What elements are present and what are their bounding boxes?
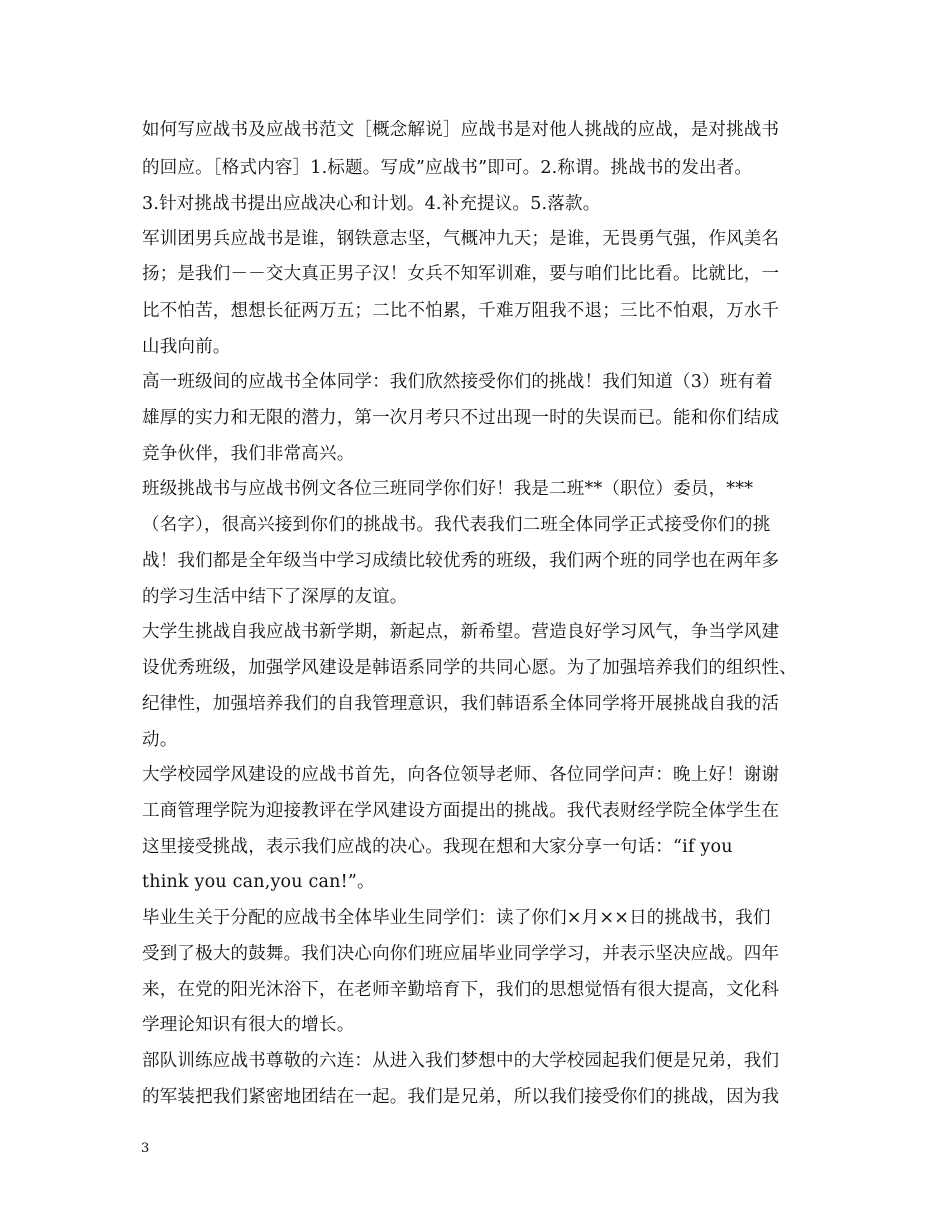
- text-line: 高一班级间的应战书全体同学：我们欣然接受你们的挑战！我们知道（3）班有着: [142, 372, 773, 392]
- text-line: （名字），很高兴接到你们的挑战书。我代表我们二班全体同学正式接受你们的挑: [142, 515, 771, 535]
- text-line: 雄厚的实力和无限的潜力，第一次月考只不过出现一时的失误而已。能和你们结成: [142, 408, 780, 428]
- text-line: 军训团男兵应战书是谁，钢铁意志坚，气概冲九天；是谁，无畏勇气强，作风美名: [142, 229, 780, 249]
- text-line: 部队训练应战书尊敬的六连：从进入我们梦想中的大学校园起我们便是兄弟，我们: [142, 1051, 780, 1071]
- text-line: 大学生挑战自我应战书新学期，新起点，新希望。营造良好学习风气，争当学风建: [142, 622, 780, 642]
- text-line: think you can,you can!”。: [142, 872, 375, 892]
- text-line: 受到了极大的鼓舞。我们决心向你们班应届毕业同学学习，并表示坚决应战。四年: [142, 944, 780, 964]
- text-line: 3.针对挑战书提出应战决心和计划。4.补充提议。5.落款。: [142, 194, 601, 214]
- text-line: 的军装把我们紧密地团结在一起。我们是兄弟，所以我们接受你们的挑战，因为我: [142, 1087, 780, 1107]
- text-line: 比不怕苦，想想长征两万五；二比不怕累，千难万阻我不退；三比不怕艰，万水千: [142, 301, 780, 321]
- text-line: 这里接受挑战，表示我们应战的决心。我现在想和大家分享一句话：“if you: [142, 837, 733, 857]
- text-line: 山我向前。: [142, 337, 231, 357]
- text-line: 的学习生活中结下了深厚的友谊。: [142, 587, 408, 607]
- text-line: 如何写应战书及应战书范文［概念解说］应战书是对他人挑战的应战，是对挑战书: [142, 120, 780, 140]
- text-line: 竞争伙伴，我们非常高兴。: [142, 444, 355, 464]
- text-line: 毕业生关于分配的应战书全体毕业生同学们：读了你们×月××日的挑战书，我们: [142, 908, 771, 928]
- text-line: 工商管理学院为迎接教评在学风建设方面提出的挑战。我代表财经学院全体学生在: [142, 801, 780, 821]
- text-line: 动。: [142, 730, 178, 750]
- text-line: 班级挑战书与应战书例文各位三班同学你们好！我是二班**（职位）委员，***: [142, 479, 754, 499]
- text-line: 战！我们都是全年级当中学习成绩比较优秀的班级，我们两个班的同学也在两年多: [142, 551, 780, 571]
- text-line: 设优秀班级，加强学风建设是韩语系同学的共同心愿。为了加强培养我们的组织性、: [142, 658, 797, 678]
- text-line: 纪律性，加强培养我们的自我管理意识，我们韩语系全体同学将开展挑战自我的活: [142, 694, 780, 714]
- text-line: 学理论知识有很大的增长。: [142, 1015, 355, 1035]
- text-line: 大学校园学风建设的应战书首先，向各位领导老师、各位同学问声：晚上好！谢谢: [142, 765, 780, 785]
- text-line: 的回应。［格式内容］1.标题。写成”应战书”即可。2.称谓。挑战书的发出者。: [142, 158, 753, 178]
- page-number: 3: [141, 1141, 150, 1156]
- text-line: 来，在党的阳光沐浴下，在老师辛勤培育下，我们的思想觉悟有很大提高，文化科: [142, 980, 780, 1000]
- text-line: 扬；是我们－－交大真正男子汉！女兵不知军训难，要与咱们比比看。比就比，一: [142, 264, 780, 284]
